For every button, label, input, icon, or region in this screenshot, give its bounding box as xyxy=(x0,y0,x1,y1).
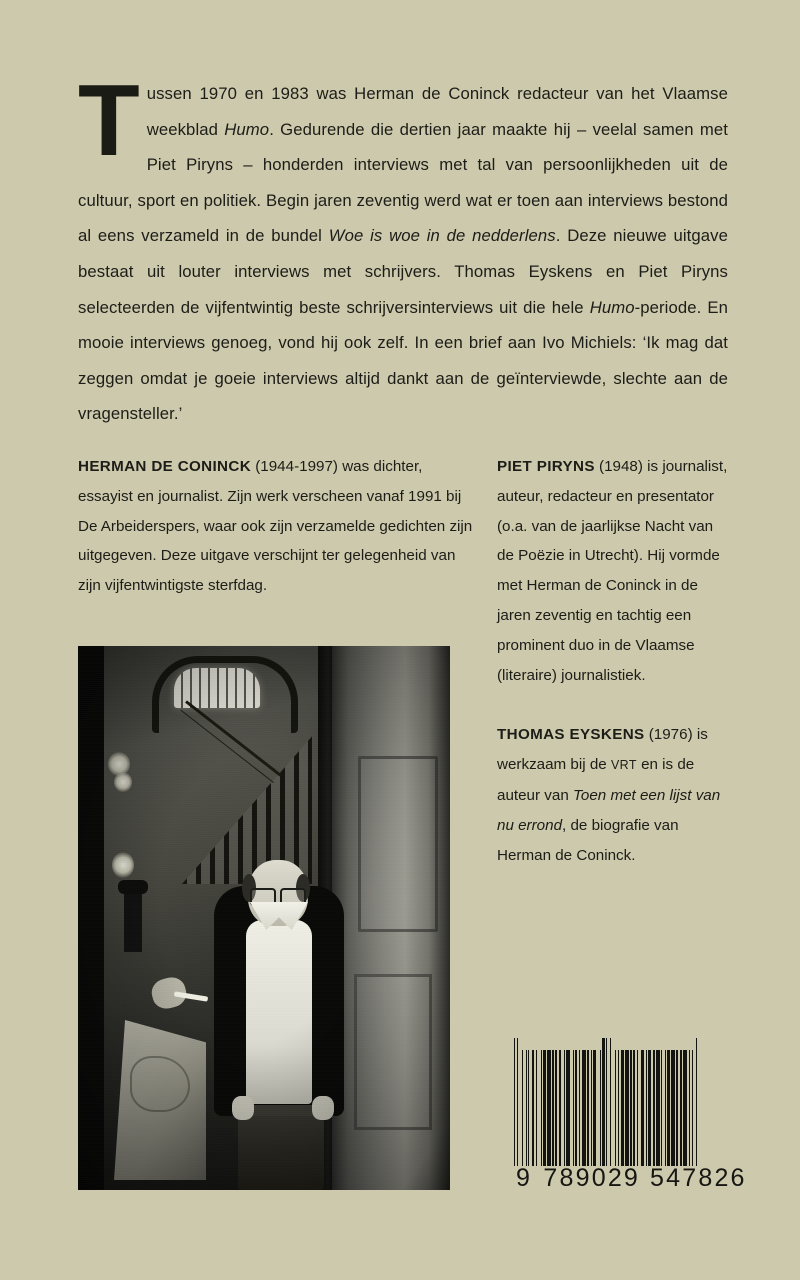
bio-thomas-eyskens: THOMAS EYSKENS (1976) is werkzaam bij de VRT en is de auteur van Toen met een lijst van nu errond, de biografie van Herman de Coninck. xyxy=(497,726,721,864)
photo-right-hand xyxy=(312,1096,334,1120)
barcode-digits xyxy=(514,1164,747,1193)
photo-eyeglasses xyxy=(250,888,306,903)
barcode-group-left: 789029 xyxy=(543,1164,641,1192)
author-photograph xyxy=(78,646,450,1190)
photo-wall-panel xyxy=(354,974,432,1130)
barcode-group-right: 547826 xyxy=(650,1164,747,1192)
barcode-bars xyxy=(514,1038,698,1166)
bio-herman-de-coninck: HERMAN DE CONINCK (1944-1997) was dichter, essayist en journalist. Zijn werk verscheen vanaf 1991 bij De Arbeiderspers, waar ook zijn verzamelde gedichten zijn uitgegeven. Deze uitgave verschijnt ter gelegenheid van zijn vijfentwintigste sterfdag. xyxy=(78,458,473,595)
photo-arch xyxy=(152,656,298,733)
bio-column-left xyxy=(78,452,478,601)
photo-portrait-figure xyxy=(208,860,350,1190)
blurb-paragraph xyxy=(78,65,729,432)
bio-column-right xyxy=(497,452,729,870)
photo-left-hand xyxy=(232,1096,254,1120)
bio-piet-piryns: PIET PIRYNS (1948) is journalist, auteur, redacteur en presentator (o.a. van de jaarlijkse Nacht van de Poëzie in Utrecht). Hij vormde met Herman de Coninck in de jaren zeventig en tachtig een prominent duo in de Vlaamse (literaire) journalistiek. xyxy=(497,458,728,684)
photo-shirt xyxy=(246,920,312,1104)
photo-lamp xyxy=(112,852,134,878)
photo-left-dark-edge xyxy=(78,646,104,1190)
photo-newel-post xyxy=(124,890,142,952)
drop-cap-letter: T xyxy=(78,65,138,177)
photo-lamp xyxy=(114,772,132,792)
photo-open-door-panel xyxy=(114,1020,206,1180)
photograph-image xyxy=(78,646,450,1190)
photo-jeans xyxy=(238,1112,324,1190)
barcode xyxy=(514,1038,747,1193)
blurb-text: ussen 1970 en 1983 was Herman de Coninck redacteur van het Vlaamse weekblad Humo. Gedurende die dertien jaar maakte hij – veelal samen met Piet Piryns – honderden interviews met tal van persoonlijkheden uit de cultuur, sport en politiek. Begin jaren zeventig werd wat er toen aan interviews bestond al eens verzameld in de bundel Woe is woe in de nedderlens. Deze nieuwe uitgave bestaat uit louter interviews met schrijvers. Thomas Eyskens en Piet Piryns selecteerden de vijfentwintig beste schrijversinterviews uit die hele Humo-periode. En mooie interviews genoeg, vond hij ook zelf. In een brief aan Ivo Michiels: ‘Ik mag dat zeggen omdat je goeie interviews altijd dankt aan de geïnterviewde, slechte aan de vragensteller.’ xyxy=(78,84,729,424)
barcode-lead-digit: 9 xyxy=(516,1164,531,1192)
barcode-bar xyxy=(697,1038,698,1166)
